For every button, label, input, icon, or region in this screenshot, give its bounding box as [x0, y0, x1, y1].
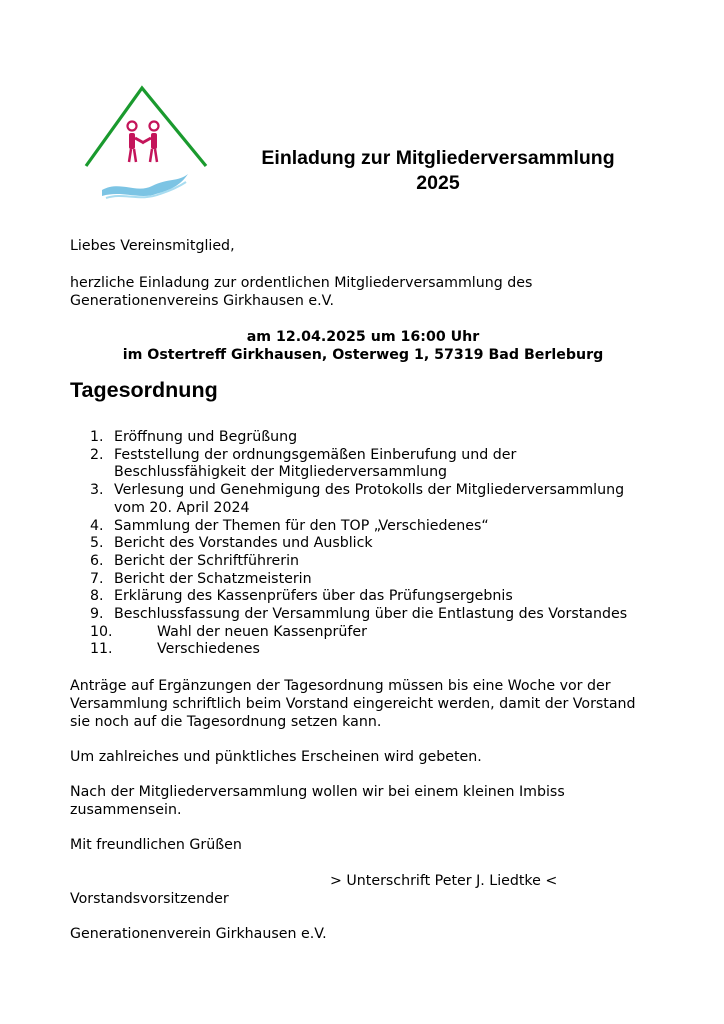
document-title: [232, 146, 644, 196]
people-figures-icon: [128, 122, 159, 163]
intro-text: herzliche Einladung zur ordentlichen Mitgliederversammlung des Generationenvereins Girkhausen e.V.: [70, 275, 533, 309]
agenda-item-8: 8. Erklärung des Kassenprüfers über das Prüfungsergebnis: [90, 588, 513, 605]
agenda-heading: Tagesordnung: [70, 378, 218, 402]
agenda-item-2: 2. Feststellung der ordnungsgemäßen Einberufung und der Beschlussfähigkeit der Mitgliederversammlung: [90, 446, 517, 481]
agenda-item-10: 10. Wahl der neuen Kassenprüfer: [90, 623, 367, 640]
closing: Mit freundlichen Grüßen: [70, 837, 242, 853]
agenda-list: [90, 429, 660, 659]
agenda-item-1: 1. Eröffnung und Begrüßung: [90, 429, 298, 445]
organization-name: Generationenverein Girkhausen e.V.: [70, 926, 327, 942]
agenda-item-11: 11. Verschiedenes: [90, 641, 260, 658]
note-paragraph: Anträge auf Ergänzungen der Tagesordnung müssen bis eine Woche vor der Versammlung schriftlich beim Vorstand eingereicht werden, damit der Vorstand sie noch auf die Tagesordnung setzen kann.: [70, 678, 636, 730]
meeting-date: am 12.04.2025 um 16:00 Uhr: [246, 329, 480, 345]
signer-role: Vorstandsvorsitzender: [70, 891, 229, 907]
title-line-2: 2025: [416, 172, 460, 194]
roof-icon: [86, 88, 206, 166]
agenda-item-5: 5. Bericht des Vorstandes und Ausblick: [90, 535, 373, 552]
agenda-item-7: 7. Bericht der Schatzmeisterin: [90, 570, 312, 587]
meeting-place: im Ostertreff Girkhausen, Osterweg 1, 57319 Bad Berleburg: [122, 347, 604, 363]
agenda-item-9: 9. Beschlussfassung der Versammlung über die Entlastung des Vorstandes: [90, 606, 628, 623]
after-paragraph: Nach der Mitgliederversammlung wollen wir bei einem kleinen Imbiss zusammensein.: [70, 784, 565, 818]
house-with-people-logo: [80, 82, 212, 208]
meeting-info: [70, 328, 656, 364]
agenda-item-6: 6. Bericht der Schriftführerin: [90, 552, 300, 569]
water-wave-icon: [102, 174, 188, 196]
signature-placeholder: > Unterschrift Peter J. Liedtke <: [330, 873, 558, 889]
agenda-item-3: 3. Verlesung und Genehmigung des Protokolls der Mitgliederversammlung vom 20. April 2024: [90, 482, 625, 516]
greeting: Liebes Vereinsmitglied,: [70, 238, 235, 254]
agenda-item-4: 4. Sammlung der Themen für den TOP „Verschiedenes“: [90, 517, 489, 534]
title-line-1: Einladung zur Mitgliederversammlung: [261, 147, 615, 169]
request-paragraph: Um zahlreiches und pünktliches Erscheinen wird gebeten.: [70, 749, 482, 765]
